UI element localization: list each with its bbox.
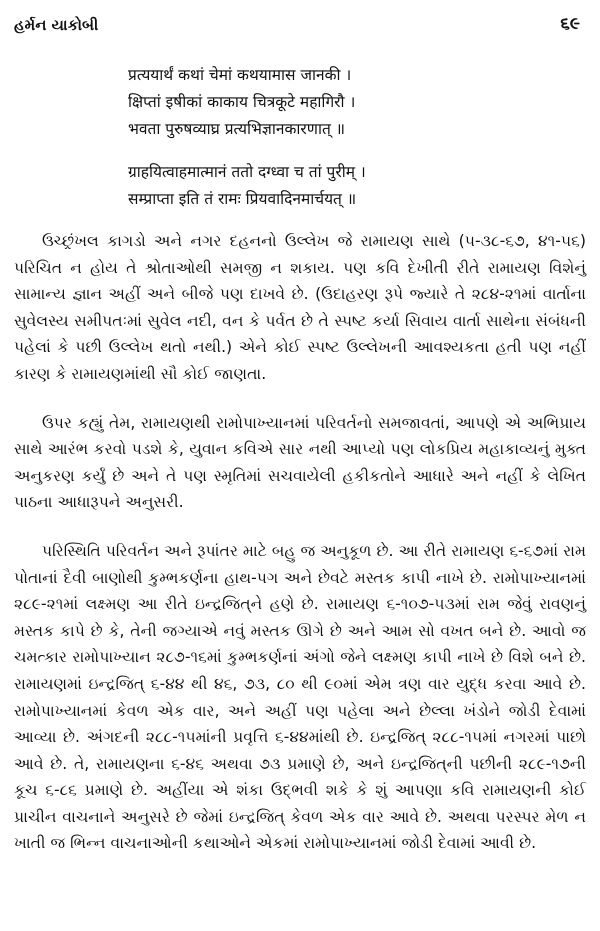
verse-line: क्षिप्तां इषीकां काकाय चित्रकूटे महागिरौ । — [128, 93, 356, 111]
verse-line: ग्राहयित्वाहमात्मानं ततो दग्ध्वा च तां पुरीम् । — [128, 163, 366, 181]
page-number: ૬૯ — [560, 14, 580, 34]
verse-group — [128, 62, 568, 143]
page-header — [14, 10, 580, 40]
running-head: હર્મન યાકોબી — [14, 16, 99, 34]
paragraph: પરિસ્થિતિ પરિવર્તન અને રૂપાંતર માટે બહુ જ અનુકૂળ છે. આ રીતે રામાયણ ૬-૬૭માં રામ પોતાનાં દૈવી બાણોથી કુમ્ભકર્ણના હાથ-પગ અને છેવટે મસ્તક કાપી નાખે છે. રામોપાખ્યાનમાં ૨૮૯-૨૧માં લક્ષ્મણ આ રીતે ઇન્દ્રજિત્‌ને હણે છે. રામાયણ ૬-૧૦૭-૫૩માં રામ જેવું રાવણનું મસ્તક કાપે છે કે, તેની જગ્યાએ નવું મસ્તક ઊગે છે અને આમ સો વખત બને છે. આવો જ ચમત્કાર રામોપાખ્યાન ૨૮૭-૧૬માં કુમ્ભકર્ણનાં અંગો જેને લક્ષ્મણ કાપી નાખે છે વિશે બને છે. રામાયણમાં ઇન્દ્રજિત્ ૬-૪૪ થી ૪૬, ૭૩, ૮૦ થી ૯૦માં એમ ત્રણ વાર યુદ્ધ કરવા આવે છે. રામોપાખ્યાનમાં કેવળ એક વાર, અને અહીં પણ પહેલા અને છેલ્લા ખંડોને જોડી દેવામાં આવ્યા છે. અંગદની ૨૮૮-૧૫માંની પ્રવૃત્તિ ૬-૪૪માંથી છે. ઇન્દ્રજિત્ ૨૮૮-૧૫માં નગરમાં પાછો આવે છે. તે, રામાયણના ૬-૪૬ અથવા ૭૩ પ્રમાણે છે, અને ઇન્દ્રજિત્‌ની પછીની ૨૮૯-૧૭ની કૂચ ૬-૮૬ પ્રમાણે છે. અહીંયા એ શંકા ઉદ્ભવી શકે કે શું આપણા કવિ રામાયણની કોઈ પ્રાચીન વાચનાને અનુસરે છે જેમાં ઇન્દ્રજિત્ કેવળ એક વાર આવે છે. અથવા પરસ્પર મેળ ન ખાતી જ ભિન્ન વાચનાઓની કથાઓને એકમાં રામોપાખ્યાનમાં જોડી દેવામાં આવી છે. — [14, 541, 586, 853]
paragraph: ઉપર કહ્યું તેમ, રામાયણથી રામોપાખ્યાનમાં પરિવર્તનો સમજાવતાં, આપણે એ અભિપ્રાય સાથે આરંભ કરવો પડશે કે, યુવાન કવિએ સાર નથી આપ્યો પણ લોકપ્રિય મહાકાવ્યનું મુક્ત અનુકરણ કર્યું છે અને તે પણ સ્મૃતિમાં સચવાયેલી હકીકતોને આધારે અને નહીં કે લેખિત પાઠના આધારૂપને અનુસરી. — [14, 413, 586, 512]
verse-line: सम्प्राप्ता इति तं रामः प्रियवादिनमार्चयत् ॥ — [128, 190, 357, 208]
verse-group — [128, 159, 568, 213]
paragraph: ઉચ્છ્રંખલ કાગડો અને નગર દહનનો ઉલ્લેખ જે રામાયણ સાથે (૫-૩૮-૬૭, ૪૧-૫૬) પરિચિત ન હોય તે શ્રોતાઓથી સમજી ન શકાય. પણ કવિ દેખીતી રીતે રામાયણ વિશેનું સામાન્ય જ્ઞાન અહીં અને બીજે પણ દાખવે છે. (ઉદાહરણ રૂપે જ્યારે તે ૨૮૪-૨૧માં વાર્તાના સુવેલસ્ય સમીપતઃમાં સુવેલ નદી, વન કે પર્વત છે તે સ્પષ્ટ કર્યા સિવાય વાર્તા સાથેના સંબંધની પહેલાં કે પછી ઉલ્લેખ થતો નથી.) એને કોઈ સ્પષ્ટ ઉલ્લેખની આવશ્યકતા હતી પણ નહીં કારણ કે રામાયણમાંથી સૌ કોઈ જાણતા. — [14, 232, 586, 383]
verse-line: भवता पुरुषव्याघ्र प्रत्यभिज्ञानकारणात् ॥ — [128, 120, 346, 138]
verse-line: प्रत्ययार्थं कथां चेमां कथयामास जानकी । — [128, 66, 352, 84]
body-text — [14, 228, 586, 879]
sanskrit-verses — [128, 62, 568, 229]
